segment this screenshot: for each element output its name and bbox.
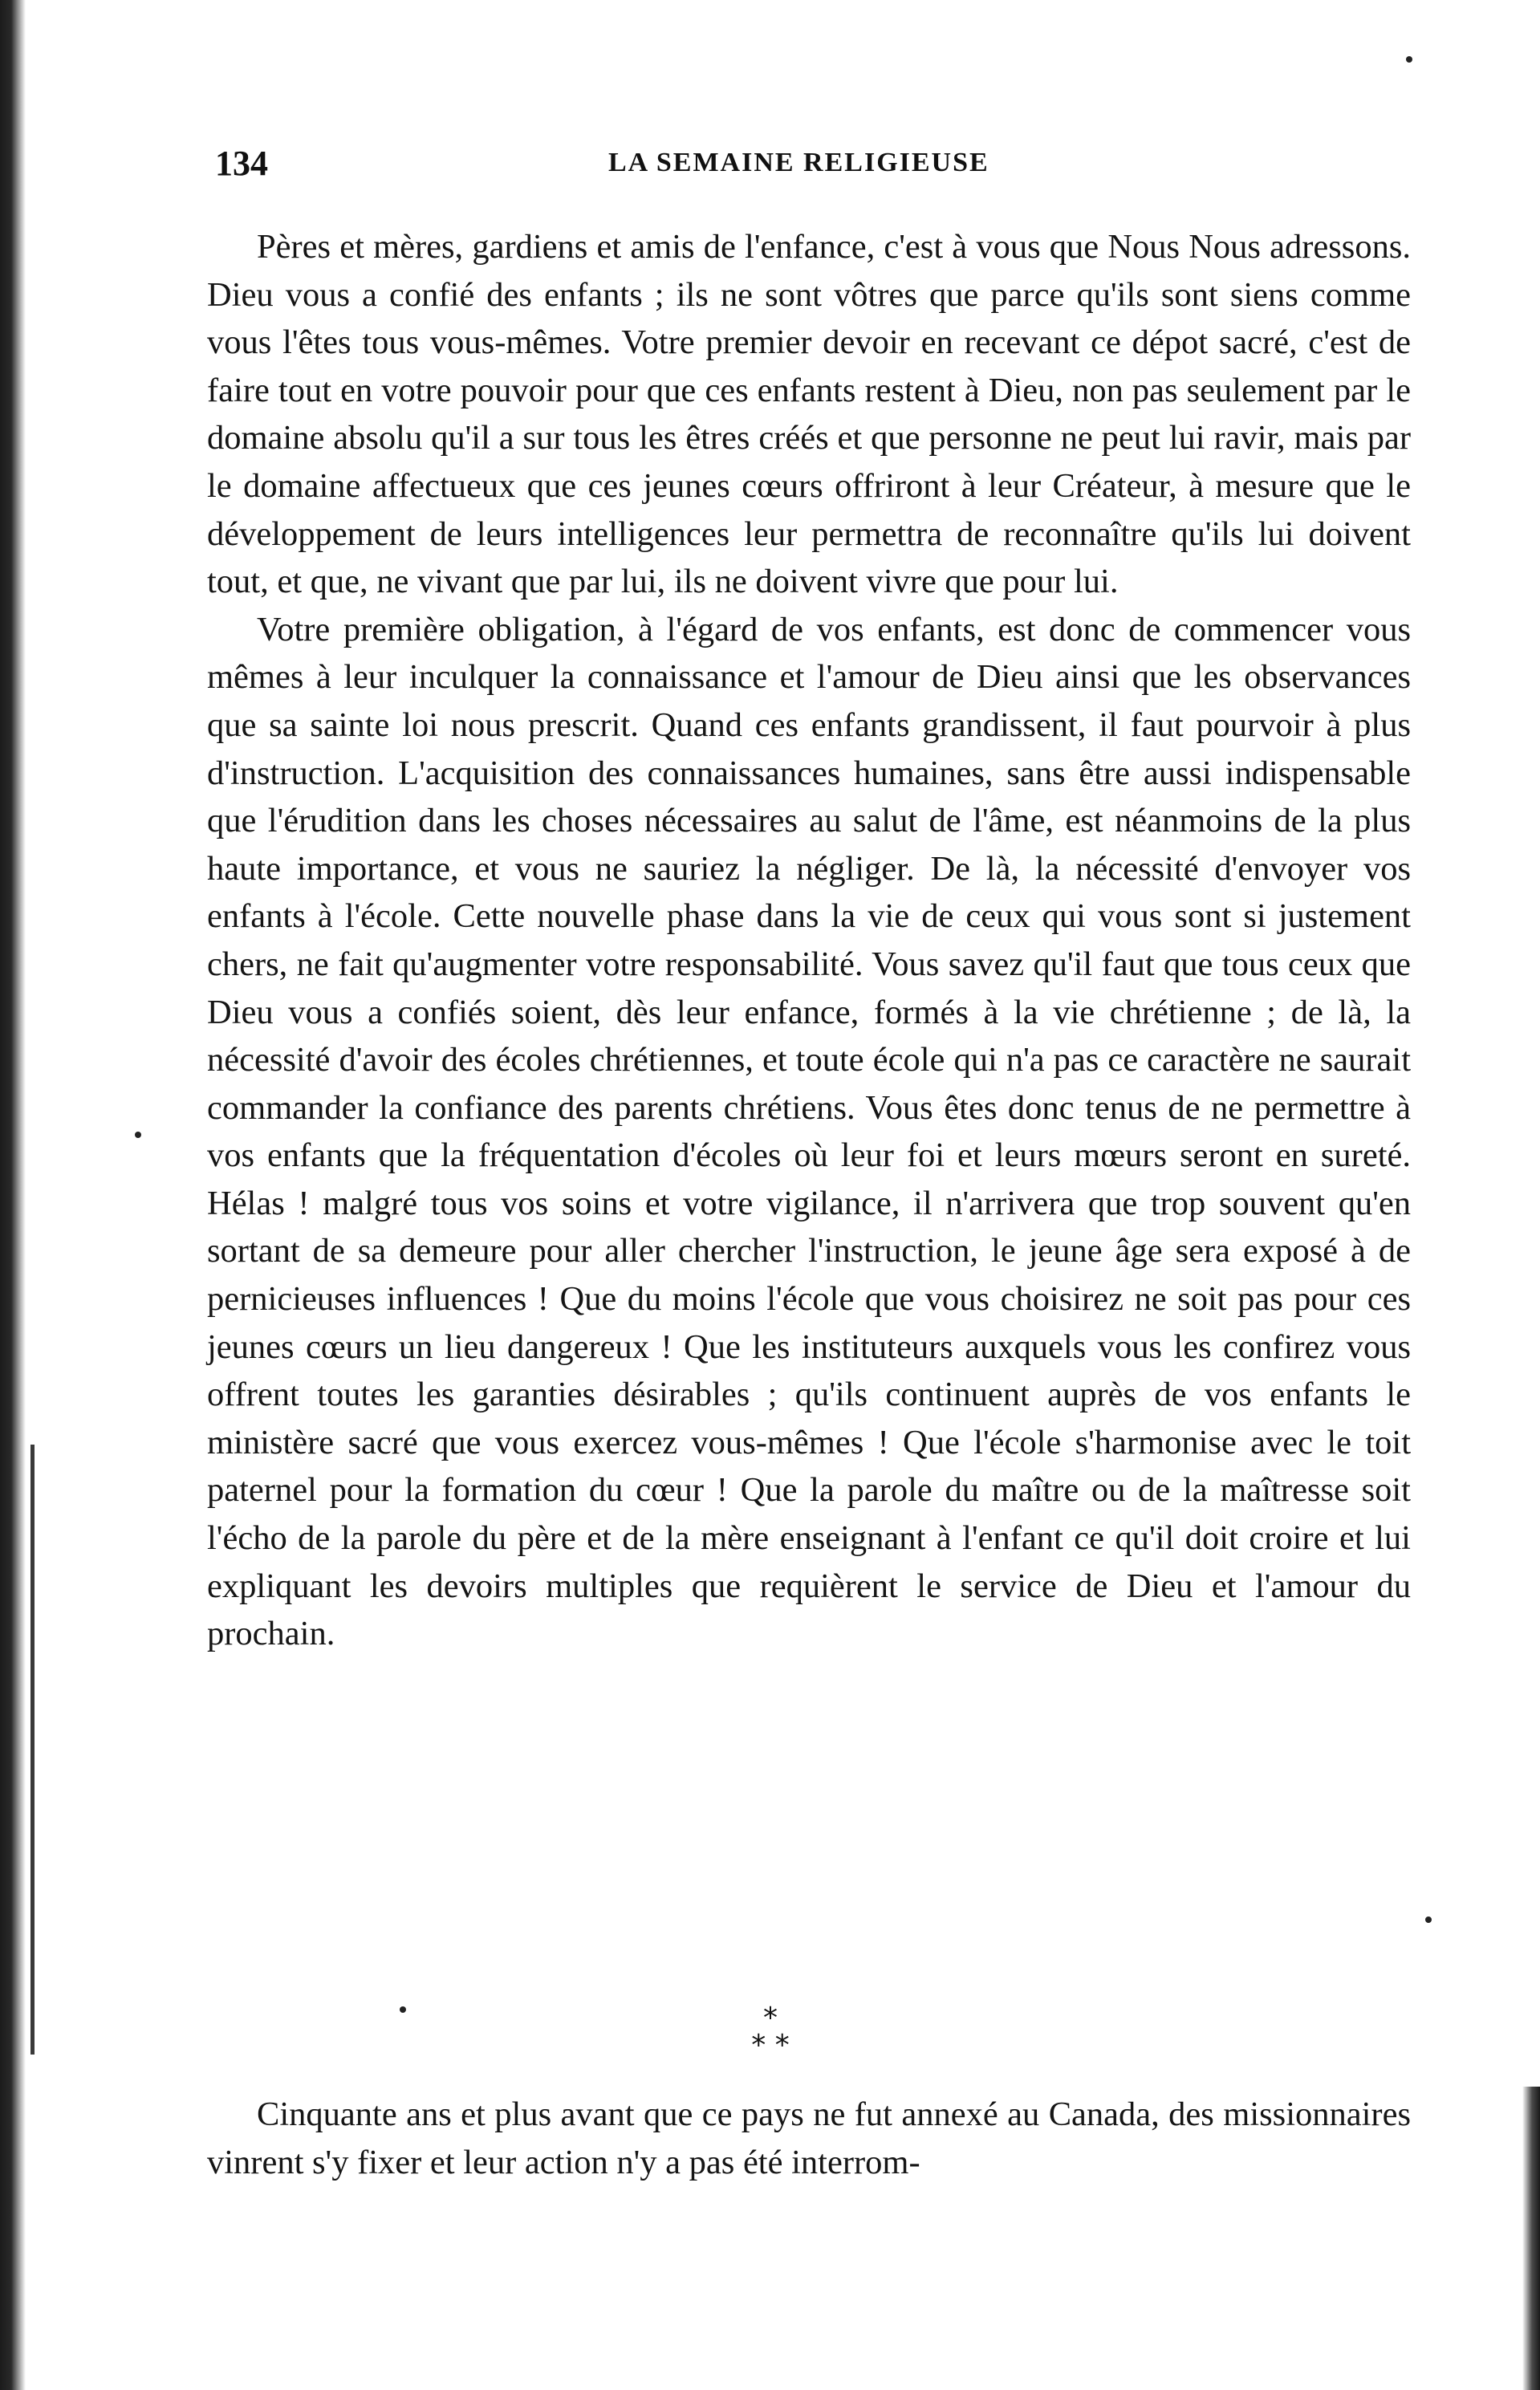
main-text: [207, 223, 1411, 1658]
binding-shadow-left: [0, 0, 26, 2390]
closing-text: [207, 2091, 1411, 2186]
scan-speck: [400, 2006, 406, 2013]
binding-shadow-right: [1522, 2087, 1540, 2390]
page-number: 134: [215, 144, 268, 183]
binding-mark: [30, 1445, 35, 2055]
running-head: LA SEMAINE RELIGIEUSE: [608, 148, 989, 177]
scan-speck: [1406, 56, 1412, 63]
paragraph-3: Cinquante ans et plus avant que ce pays ne fut annexé au Canada, des missionnaires vinrent s'y fixer et leur action n'y a pas été interrom-: [207, 2095, 1411, 2181]
paragraph-2: Votre première obligation, à l'égard de vos enfants, est donc de commencer vous mêmes à leur inculquer la connaissance et l'amour de Dieu ainsi que les observances que sa sainte loi nous prescrit. Quand ces enfants grandissent, il faut pourvoir à plus d'instruction. L'acquisition des connaissances humaines, sans être aussi indispensable que l'érudition dans les choses nécessaires au salut de l'âme, est néanmoins de la plus haute importance, et vous ne sauriez la négliger. De là, la nécessité d'envoyer vos enfants à l'école. Cette nouvelle phase dans la vie de ceux qui vous sont si justement chers, ne fait qu'augmenter votre responsabilité. Vous savez qu'il faut que tous ceux que Dieu vous a confiés soient, dès leur enfance, formés à la vie chrétienne ; de là, la nécessité d'avoir des écoles chrétiennes, et toute école qui n'a pas ce caractère ne saurait commander la confiance des parents chrétiens. Vous êtes donc tenus de ne permettre à vos enfants que la fréquentation d'écoles où leur foi et leurs mœurs seront en sureté. Hélas ! malgré tous vos soins et votre vigilance, il n'arrivera que trop souvent qu'en sortant de sa demeure pour aller chercher l'instruction, le jeune âge sera exposé à de pernicieuses influences ! Que du moins l'école que vous choisirez ne soit pas pour ces jeunes cœurs un lieu dangereux ! Que les instituteurs auxquels vous les confirez vous offrent toutes les garanties désirables ; qu'ils continuent auprès de vos enfants le ministère sacré que vous exercez vous-mêmes ! Que l'école s'harmonise avec le toit paternel pour la formation du cœur ! Que la parole du maître ou de la maîtresse soit l'écho de la parole du père et de la mère enseignant à l'enfant ce qu'il doit croire et lui expliquant les devoirs multiples que requièrent le service de Dieu et l'amour du prochain.: [207, 610, 1411, 1653]
separator-top-asterisk: *: [763, 2002, 778, 2034]
section-separator: [690, 2002, 851, 2062]
scan-speck: [135, 1132, 141, 1138]
paragraph-1: Pères et mères, gardiens et amis de l'enfance, c'est à vous que Nous Nous adressons. Dieu vous a confié des enfants ; ils ne sont vôtres que parce qu'ils sont siens comme vous l'êtes tous vous-mêmes. Votre premier devoir en recevant ce dépot sacré, c'est de faire tout en votre pouvoir pour que ces enfants restent à Dieu, non pas seulement par le domaine absolu qu'il a sur tous les êtres créés et que personne ne peut lui ravir, mais par le domaine affectueux que ces jeunes cœurs offriront à leur Créateur, à mesure que le développement de leurs intelligences leur permettra de reconnaître qu'ils lui doivent tout, et que, ne vivant que par lui, ils ne doivent vivre que pour lui.: [207, 228, 1411, 601]
scan-speck: [1425, 1916, 1432, 1923]
separator-bottom-asterisks: * *: [751, 2029, 790, 2062]
page-header: [215, 143, 1435, 191]
